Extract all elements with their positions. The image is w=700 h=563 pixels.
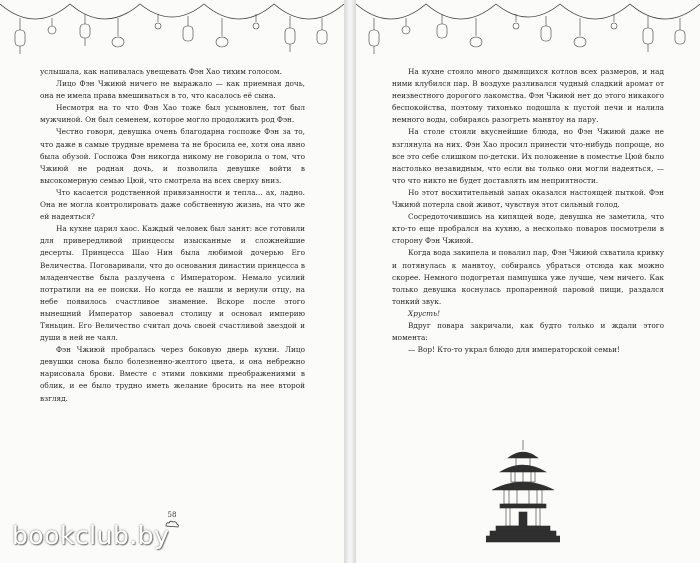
paragraph: Хрусть! [408, 308, 441, 318]
paragraph: Вдруг повара закричали, как будто только и ждали этого момента: [392, 320, 664, 343]
paragraph: На кухне царил хаос. Каждый человек был занят: все готовили для привередливой принцессы изысканные и сложнейшие десерты. Принцесса Шао Нин была любимой дочерью Его Величества. Поговаривали, что до основания династии принцесса в младенчестве была разлучена с Императором. Немало усилий потратили на ее поиски. Но когда ее нашли и вернули отцу, на небе появилось счастливое знамение. Вскоре после этого нынешний Император завоевал столицу и основал империю Тяньцин. Его Величество считал дочь своей счастливой звездой и души в ней не чаял. [40, 224, 305, 343]
paragraph: На столе стояли вкуснейшие блюда, но Фэн Чжиюй даже не взглянула на них. Фэн Хао просил принести что-нибудь попроще, но все это себе слишком по-детски. Их положение в поместье Цюй было настолько незавидным, что если вы только они могли надеяться, — что что никто не будет доставлять им неприятности. [392, 127, 664, 185]
paragraph: Несмотря на то что Фэн Хао тоже был усыновлен, тот был мужчиной. Он был семенем, которое могло продолжить род Фэн. [40, 103, 305, 125]
right-page-text [392, 66, 664, 356]
lantern-garland-ornament [0, 0, 344, 62]
paragraph: Но этот восхитительный запах оказался настоящей пыткой. Фэн Чжиюй потерла свой живот, чувствуя этот сильный голод. [392, 187, 664, 210]
paragraph: На кухне стояло много дымящихся котлов всех размеров, и над ними клубился пар. В воздухе разливался чудный сладкий аромат от неизвестного дорогого лакомства. Фэн Чжиюй нет до этого никакого беспокойства, поэтому тихонько подошла к пустой печи и налила немного воды, собираясь разогреть манвтоу на пару. [392, 67, 664, 125]
paragraph: Лицо Фэн Чжиюй ничего не выражало — как приемная дочь, она не имела права вмешиваться в то, что касалось её сына. [40, 79, 305, 101]
right-page [356, 0, 700, 563]
lantern-garland-ornament [356, 0, 700, 62]
paragraph: — Вор! Кто-то украл блюдо для императорской семьи! [408, 345, 620, 355]
site-watermark: bookclub.by [12, 521, 170, 550]
left-page-text [40, 66, 305, 405]
paragraph: Сосредоточившись на кипящей воде, девушка не заметила, что кто-то еще пробрался на кухню, а несколько поваров посмотрели в сторону Фэн Чжиюй. [392, 212, 664, 246]
paragraph: услышала, как напивалась увещевать Фэн Хао тихим голосом. [40, 67, 282, 76]
paragraph: Фэн Чжиюй пробралась через боковую дверь кухни. Лицо девушки снова было болезненно-желтого цвета, и она небрежно нарисовала брови. Вместе с этими ловкими преображениями в облик, и ее было трудно иметь желание бросить на нее второй взгляд. [40, 345, 305, 403]
paragraph: Честно говоря, девушка очень благодарна госпоже Фэн за то, что даже в самые трудные времена та не бросила ее, хотя она явно была обузой. Госпожа Фэн никогда никому не говорила о том, что Чжиюй не родная дочь, и позволила девушке войти в высокомерную семью Цюй, что смотрела на всех сверху вниз. [40, 127, 305, 185]
paragraph: Что касается родственной привязанности и тепла... ах, ладно. Она не могла контролировать даже собственную жизнь, на что же ей надеяться? [40, 187, 305, 222]
left-page [0, 0, 344, 563]
book-gutter [344, 0, 356, 563]
pagoda-illustration-icon [486, 440, 560, 544]
page-number: 58 [167, 511, 177, 519]
paragraph: Когда вода закипела и повалил пар, Фэн Чжиюй схватила кривку и потянулась к манвтоу, собираясь убраться отсюда как можно скорее. Немного подогретая пампушка уже лучше, чем ничего. Как только девушка коснулась пропаренной паровой пищи, раздался тонкий звук. [392, 248, 664, 306]
